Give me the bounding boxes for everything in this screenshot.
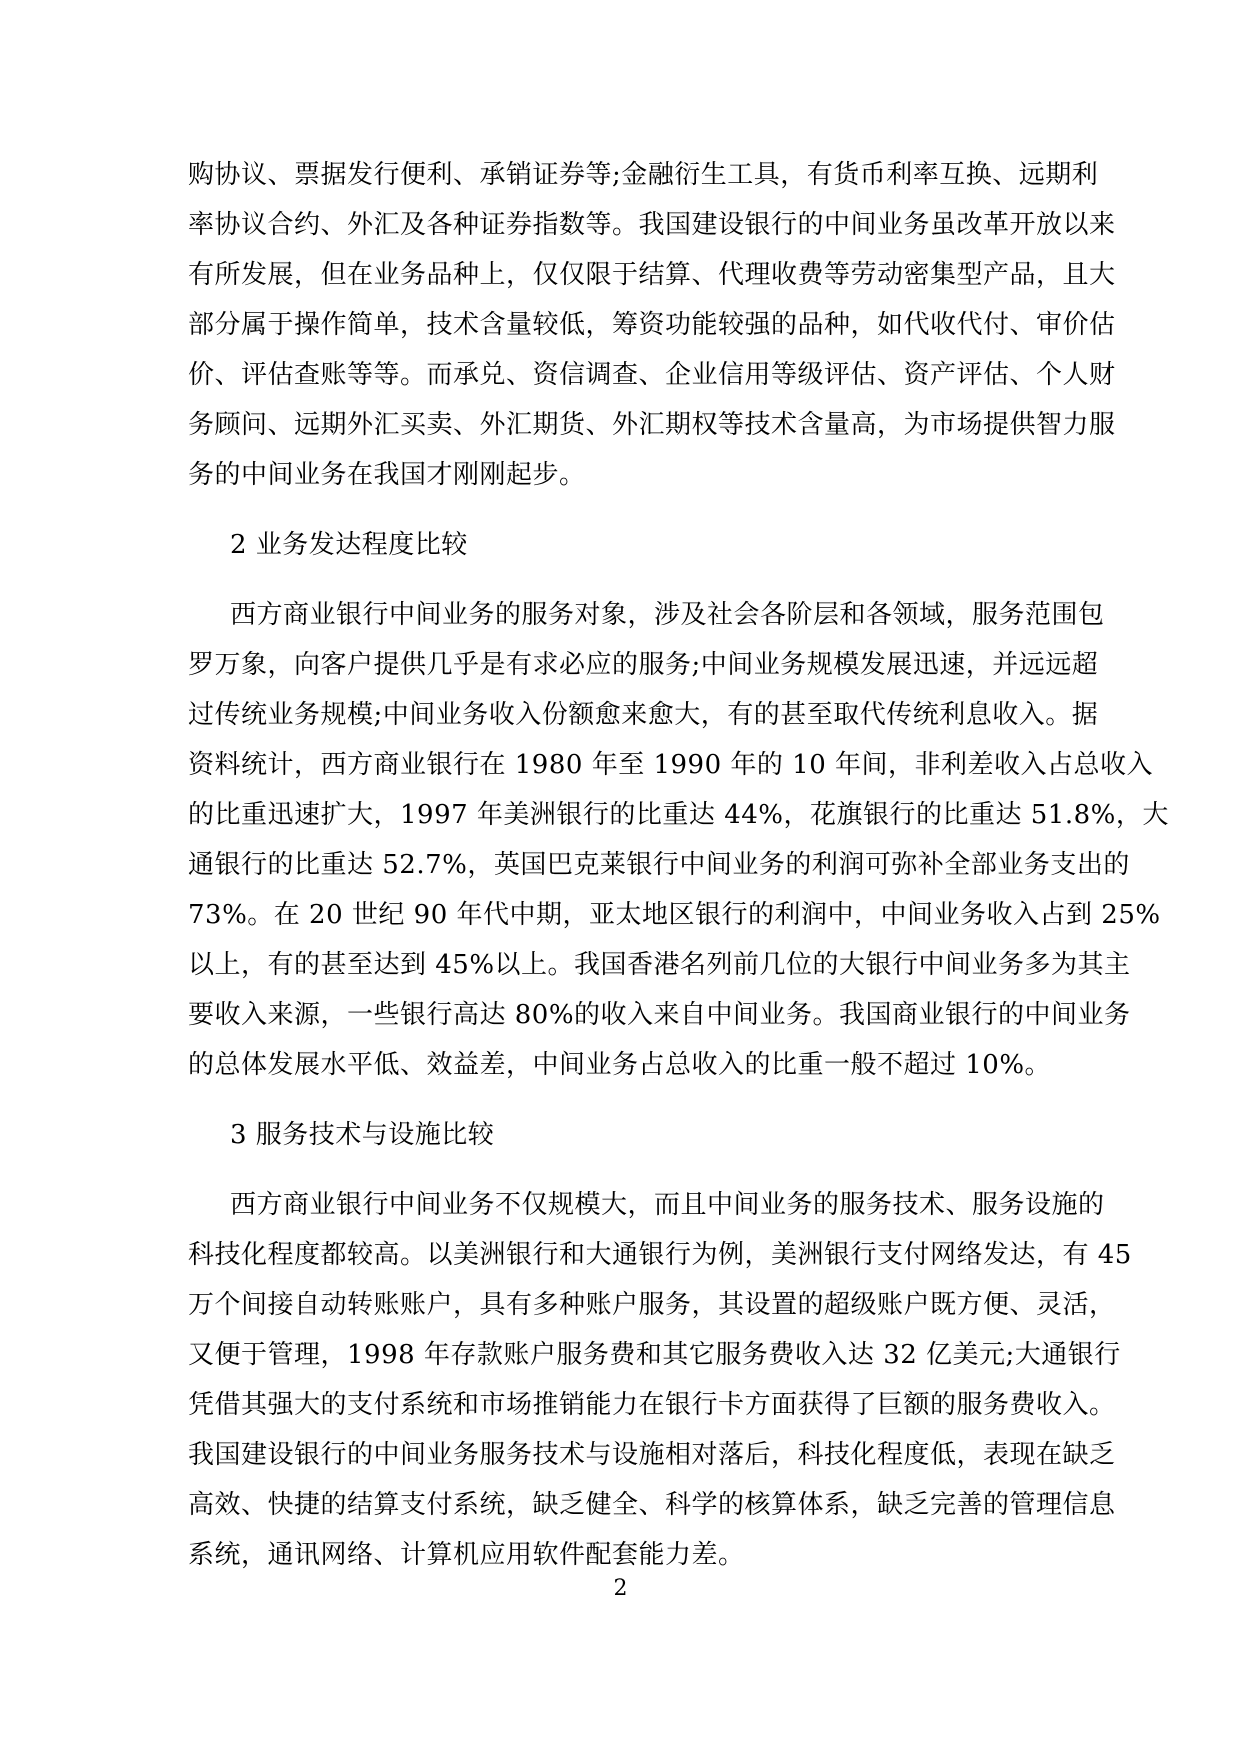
- text-line: 高效、快捷的结算支付系统，缺乏健全、科学的核算体系，缺乏完善的管理信息: [188, 1490, 1116, 1520]
- text-line: 率协议合约、外汇及各种证券指数等。我国建设银行的中间业务虽改革开放以来: [188, 210, 1116, 240]
- text-line: 西方商业银行中间业务的服务对象，涉及社会各阶层和各领域，服务范围包: [230, 600, 1105, 630]
- text-line: 要收入来源，一些银行高达 80%的收入来自中间业务。我国商业银行的中间业务: [188, 1000, 1131, 1030]
- text-line: 万个间接自动转账账户，具有多种账户服务，其设置的超级账户既方便、灵活，: [188, 1290, 1116, 1320]
- text-line: 有所发展，但在业务品种上，仅仅限于结算、代理收费等劳动密集型产品，且大: [188, 260, 1116, 290]
- text-line: 的总体发展水平低、效益差，中间业务占总收入的比重一般不超过 10%。: [188, 1050, 1052, 1080]
- text-line: 务的中间业务在我国才刚刚起步。: [188, 460, 586, 490]
- text-line: 西方商业银行中间业务不仅规模大，而且中间业务的服务技术、服务设施的: [230, 1190, 1105, 1220]
- text-line: 科技化程度都较高。以美洲银行和大通银行为例，美洲银行支付网络发达，有 45: [188, 1240, 1132, 1270]
- text-line: 以上，有的甚至达到 45%以上。我国香港名列前几位的大银行中间业务多为其主: [188, 950, 1131, 980]
- document-page: [188, 150, 1169, 1580]
- page-number: 2: [613, 1576, 628, 1601]
- section-3-paragraph: [188, 1180, 1132, 1580]
- section-2-paragraph: [188, 590, 1169, 1090]
- text-line: 的比重迅速扩大，1997 年美洲银行的比重达 44%，花旗银行的比重达 51.8%，大: [188, 800, 1169, 830]
- text-line: 部分属于操作简单，技术含量较低，筹资功能较强的品种，如代收代付、审价估: [188, 310, 1116, 340]
- text-line: 购协议、票据发行便利、承销证券等;金融衍生工具，有货币利率互换、远期利: [188, 160, 1099, 190]
- text-line: 罗万象，向客户提供几乎是有求必应的服务;中间业务规模发展迅速，并远远超: [188, 650, 1099, 680]
- text-line: 我国建设银行的中间业务服务技术与设施相对落后，科技化程度低，表现在缺乏: [188, 1440, 1116, 1470]
- text-line: 又便于管理，1998 年存款账户服务费和其它服务费收入达 32 亿美元;大通银行: [188, 1340, 1121, 1370]
- section-heading-2: 2 业务发达程度比较: [230, 530, 468, 560]
- text-line: 务顾问、远期外汇买卖、外汇期货、外汇期权等技术含量高，为市场提供智力服: [188, 410, 1116, 440]
- intro-paragraph: [188, 150, 1116, 500]
- text-line: 系统，通讯网络、计算机应用软件配套能力差。: [188, 1540, 745, 1570]
- text-line: 过传统业务规模;中间业务收入份额愈来愈大，有的甚至取代传统利息收入。据: [188, 700, 1099, 730]
- text-line: 价、评估查账等等。而承兑、资信调查、企业信用等级评估、资产评估、个人财: [188, 360, 1116, 390]
- text-line: 资料统计，西方商业银行在 1980 年至 1990 年的 10 年间，非利差收入占总收入: [188, 750, 1154, 780]
- text-line: 凭借其强大的支付系统和市场推销能力在银行卡方面获得了巨额的服务费收入。: [188, 1390, 1116, 1420]
- text-line: 通银行的比重达 52.7%，英国巴克莱银行中间业务的利润可弥补全部业务支出的: [188, 850, 1130, 880]
- text-line: 73%。在 20 世纪 90 年代中期，亚太地区银行的利润中，中间业务收入占到 25%: [188, 900, 1161, 930]
- section-heading-3: 3 服务技术与设施比较: [230, 1120, 495, 1150]
